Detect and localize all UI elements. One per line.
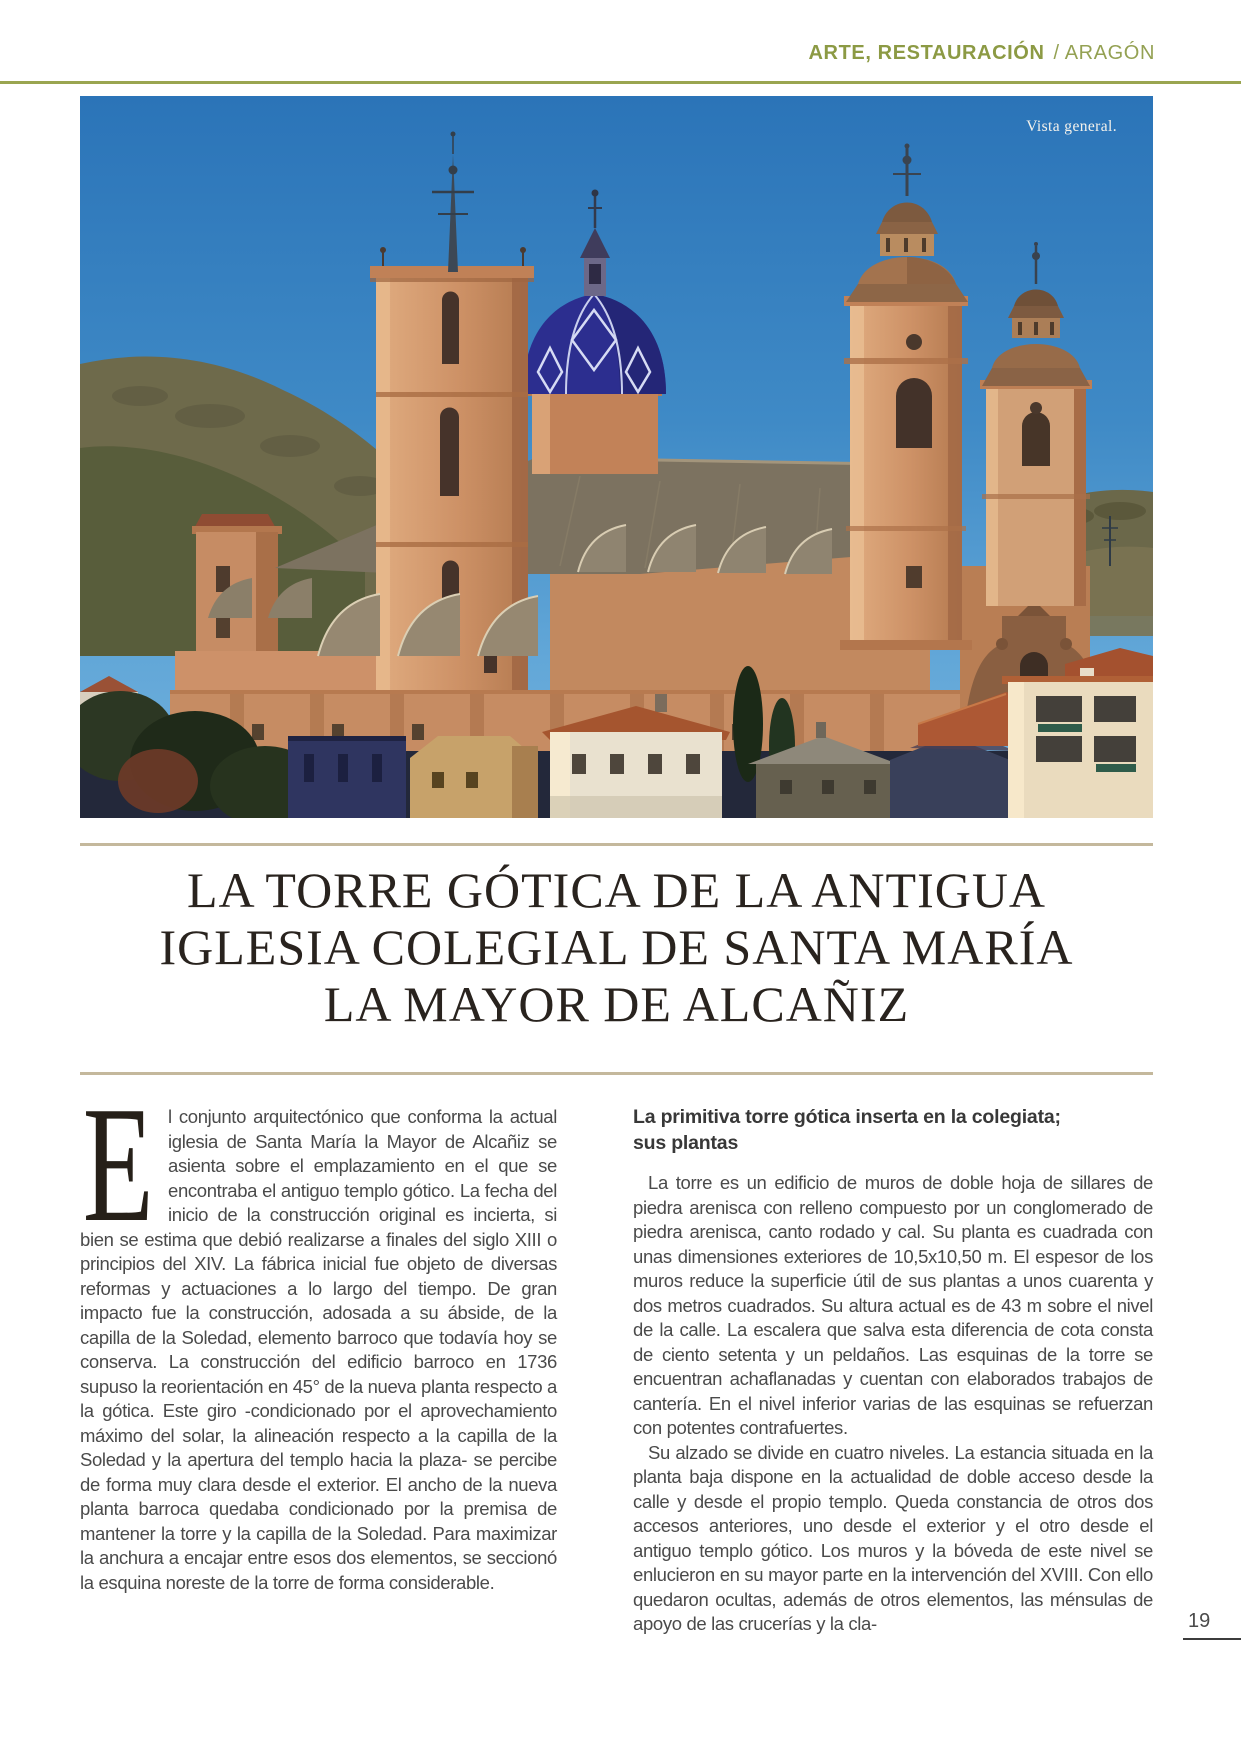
- intro-paragraph: [80, 1105, 557, 1595]
- divider-rule-top: [80, 843, 1153, 846]
- right-column: [633, 1104, 1153, 1637]
- section-subheading: [633, 1104, 1153, 1156]
- article-title-line-2: IGLESIA COLEGIAL DE SANTA MARÍA: [159, 919, 1074, 975]
- photo-caption: Vista general.: [1026, 118, 1117, 135]
- page-number: 19: [1188, 1610, 1211, 1632]
- kicker-section-label: ARTE, RESTAURACIÓN: [808, 42, 1045, 64]
- section-kicker: [809, 42, 1156, 65]
- intro-paragraph-text: l conjunto arquitectónico que conforma la actual iglesia de Santa María la Mayor de Alcañiz se asienta sobre el emplazamiento en el que se encontraba el antiguo templo gótico. La fecha del inicio de la construcción original es incierta, si bien se estima que debió realizarse a finales del siglo XIII o principios del XIV. La fábrica inicial fue objeto de diversas reformas y actuaciones a lo largo del tiempo. De gran impacto fue la construcción, adosada a su ábside, de la capilla de la Soledad, elemento barroco que todavía hoy se conserva. La construcción del edificio barroco en 1736 supuso la reorientación en 45° de la nueva planta respecto a la gótica. Este giro -condicionado por el aprovechamiento máximo del solar, la alineación respecto a la capilla de la Soledad y la apertura del templo hacia la plaza- se percibe de forma muy clara desde el exterior. El ancho de la nueva planta barroca quedaba condicionado por la premisa de mantener la torre y la capilla de la Soledad. Para maximizar la anchura a encajar entre esos dos elementos, se seccionó la esquina noreste de la torre de forma considerable.: [80, 1106, 557, 1593]
- divider-rule-bottom: [80, 1072, 1153, 1075]
- dropcap-letter: [80, 1109, 158, 1221]
- church-photo-illustration: [80, 96, 1153, 818]
- article-title-line-1: LA TORRE GÓTICA DE LA ANTIGUA: [186, 862, 1047, 918]
- body-paragraph-1: La torre es un edificio de muros de doble hoja de sillares de piedra arenisca con relleno compuesto por un conglomerado de piedra arenisca, canto rodado y cal. Su planta es cuadrada con unas dimensiones exteriores de 10,5x10,50 m. El espesor de los muros reduce la superficie útil de sus plantas a unos cuarenta y dos metros cuadrados. Su altura actual es de 43 m sobre el nivel de la calle. La escalera que salva esta diferencia de cota consta de ciento setenta y un peldaños. Las esquinas de la torre se encuentran achaflanadas y cuentan con elaborados trabajos de cantería. En el nivel inferior varias de las esquinas se refuerzan con potentes contrafuertes.: [633, 1172, 1153, 1438]
- left-column: [80, 1105, 557, 1595]
- article-title-line-3: LA MAYOR DE ALCAÑIZ: [323, 976, 910, 1032]
- subheading-line-2: sus plantas: [633, 1132, 739, 1154]
- svg-text:E: E: [82, 1109, 154, 1221]
- page-number-rule: [1183, 1638, 1241, 1640]
- kicker-region-label: / ARAGÓN: [1053, 42, 1155, 64]
- body-paragraph-2: Su alzado se divide en cuatro niveles. La estancia situada en la planta baja dispone en la actualidad de doble acceso desde la calle y desde el propio templo. Queda constancia de otros dos accesos anteriores, uno desde el exterior y el otro desde el antiguo templo gótico. Los muros y la bóveda de este nivel se enlucieron en su mayor parte en la intervención del XVIII. Con ello quedaron ocultas, además de otros elementos, las ménsulas de apoyo de las crucerías y la cla-: [633, 1441, 1153, 1634]
- header-rule: [0, 81, 1241, 84]
- church-photo: [80, 96, 1153, 818]
- article-title: [80, 862, 1153, 1033]
- subheading-line-1: La primitiva torre gótica inserta en la colegiata;: [633, 1106, 1061, 1128]
